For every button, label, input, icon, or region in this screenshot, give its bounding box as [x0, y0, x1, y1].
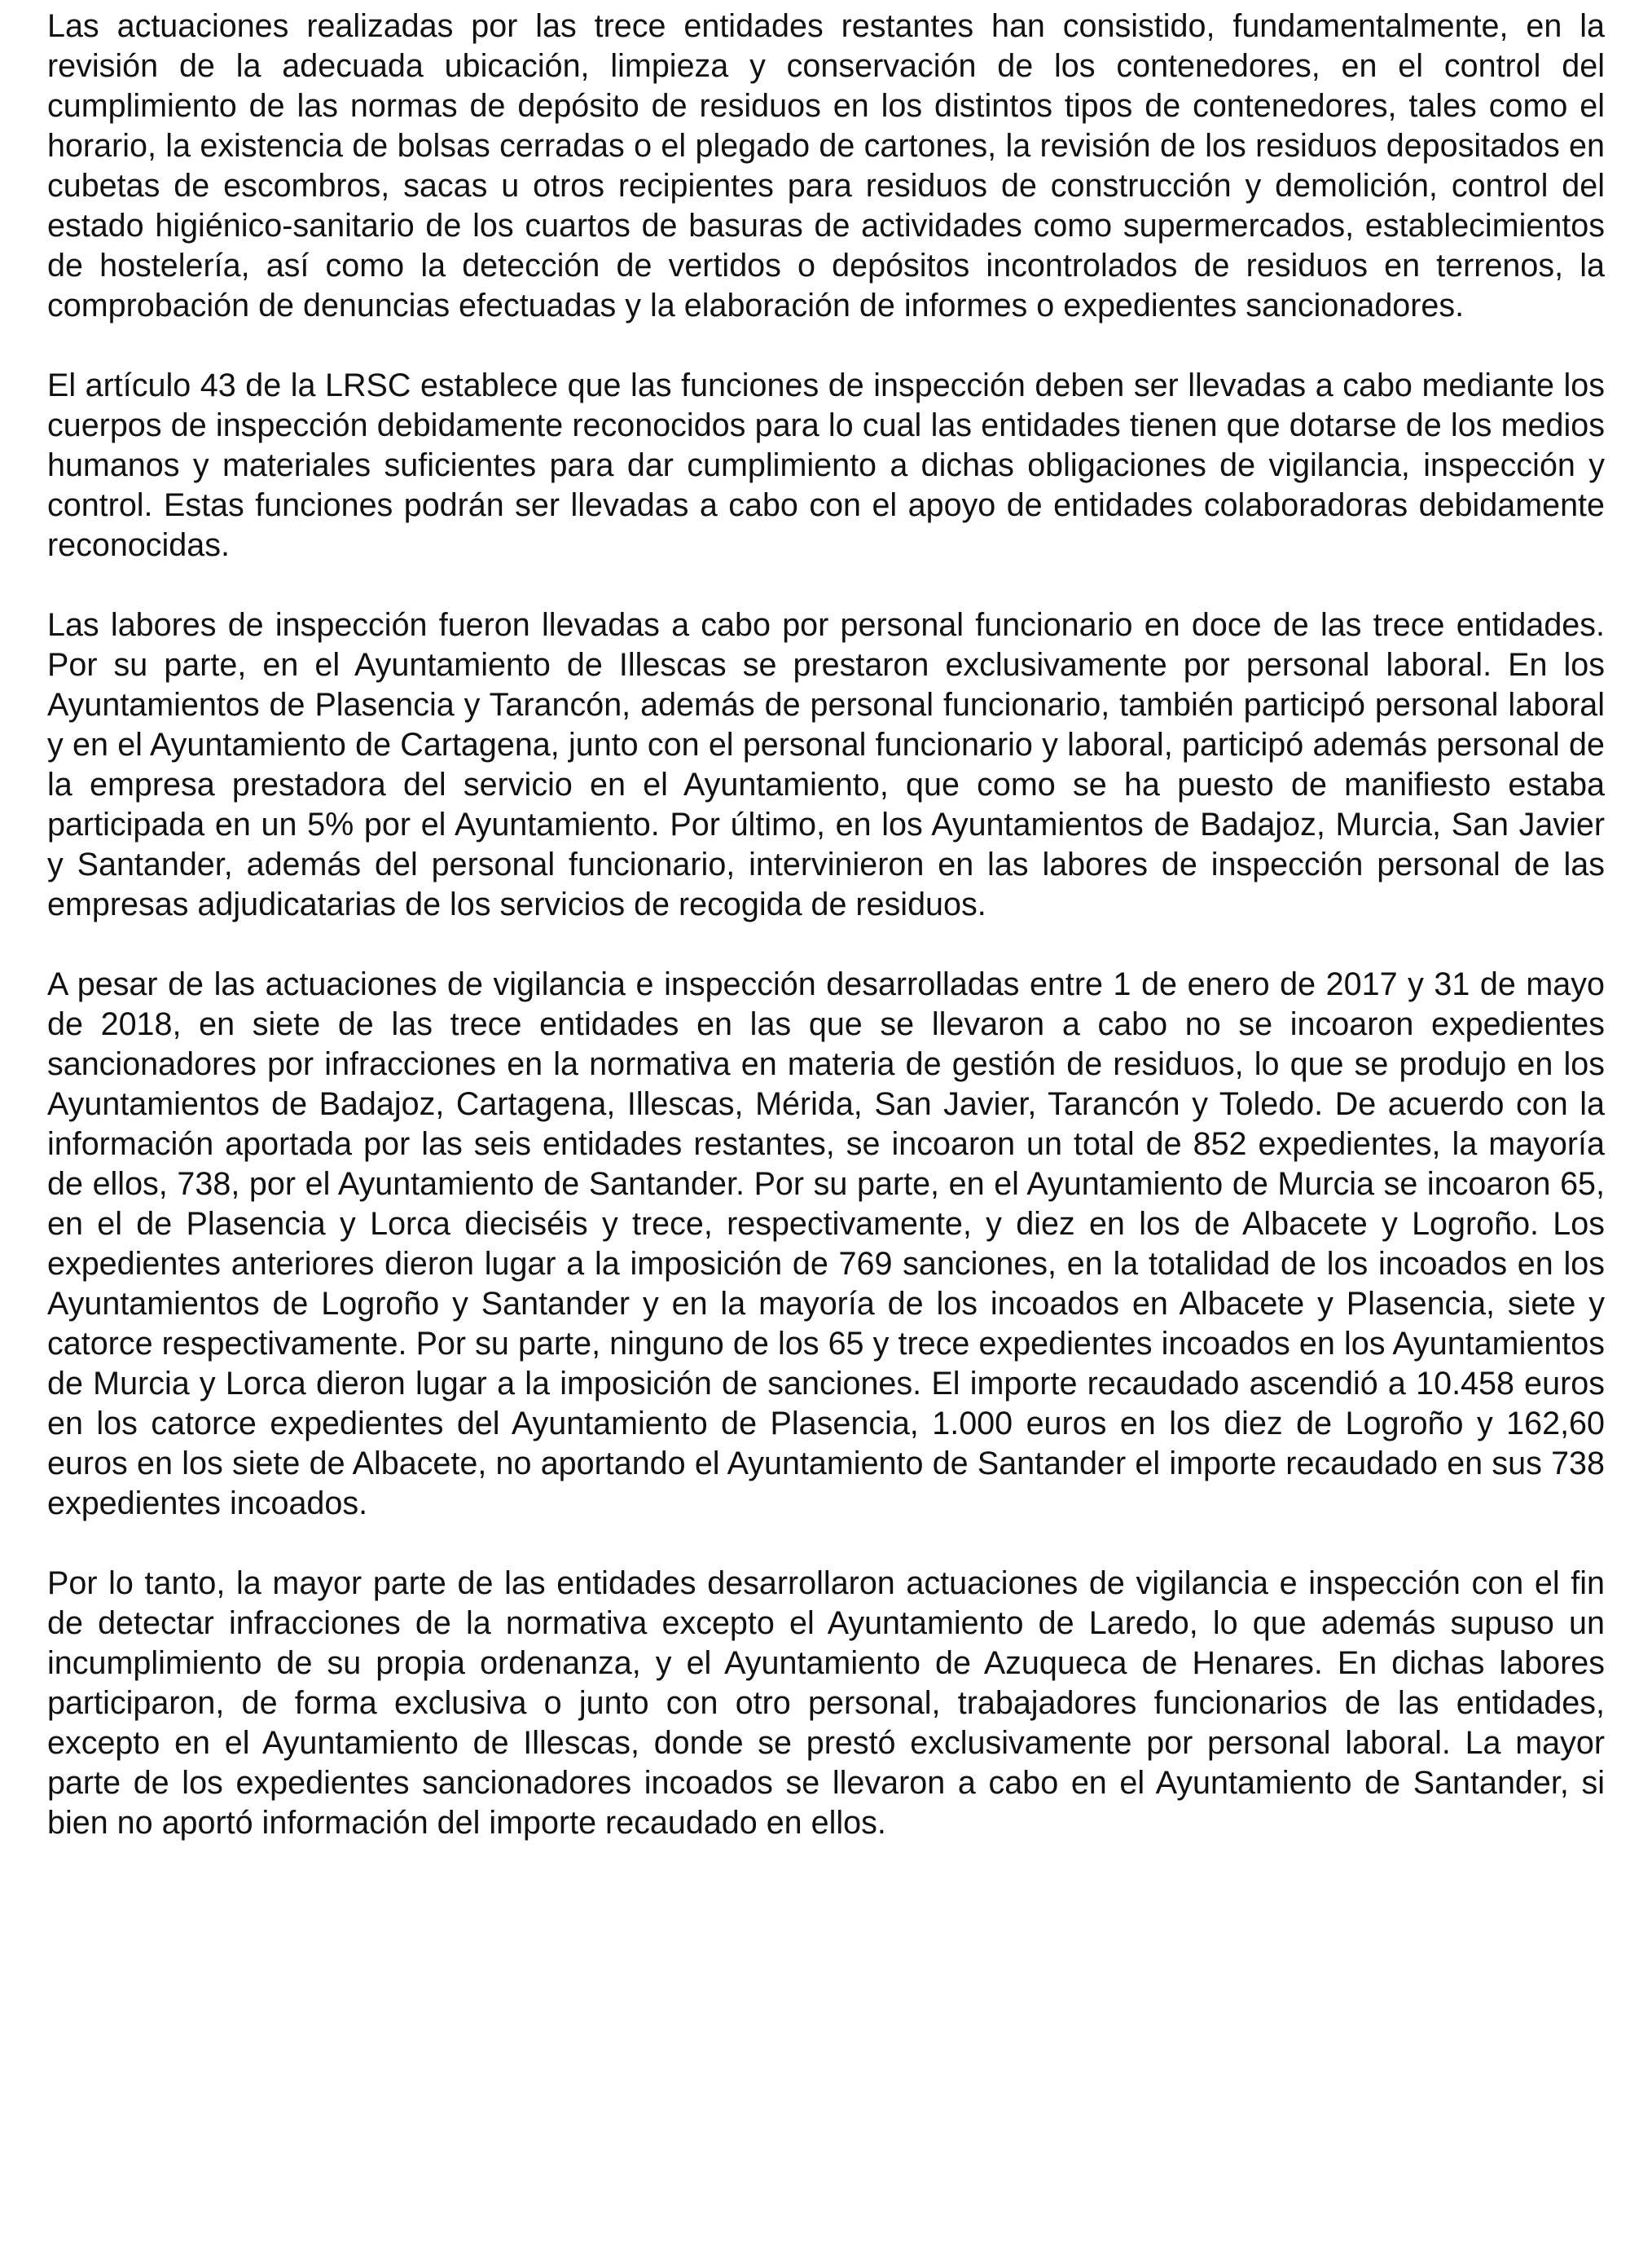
paragraph-inspection-actions: Las actuaciones realizadas por las trece entidades restantes han consistido, fundamentalmente, en la revisión de la adecuada ubicación, limpieza y conservación de los contenedores, en el control del cumplimiento de las normas de depósito de residuos en los distintos tipos de contenedores, tales como el horario, la existencia de bolsas cerradas o el plegado de cartones, la revisión de los residuos depositados en cubetas de escombros, sacas u otros recipientes para residuos de construcción y demolición, control del estado higiénico-sanitario de los cuartos de basuras de actividades como supermercados, establecimientos de hostelería, así como la detección de vertidos o depósitos incontrolados de residuos en terrenos, la comprobación de denuncias efectuadas y la elaboración de informes o expedientes sancionadores.: [47, 8, 1605, 323]
paragraph-inspection-staff: Las labores de inspección fueron llevadas a cabo por personal funcionario en doce de las trece entidades. Por su parte, en el Ayuntamiento de Illescas se prestaron exclusivamente por personal laboral. En los Ayuntamientos de Plasencia y Tarancón, además de personal funcionario, también participó personal laboral y en el Ayuntamiento de Cartagena, junto con el personal funcionario y laboral, participó además personal de la empresa prestadora del servicio en el Ayuntamiento, que como se ha puesto de manifiesto estaba participada en un 5% por el Ayuntamiento. Por último, en los Ayuntamientos de Badajoz, Murcia, San Javier y Santander, además del personal funcionario, intervinieron en las labores de inspección personal de las empresas adjudicatarias de los servicios de recogida de residuos.: [47, 607, 1605, 922]
document-page: [47, 0, 1605, 1883]
paragraph-conclusion: Por lo tanto, la mayor parte de las entidades desarrollaron actuaciones de vigilancia e inspección con el fin de detectar infracciones de la normativa excepto el Ayuntamiento de Laredo, lo que además supuso un incumplimiento de su propia ordenanza, y el Ayuntamiento de Azuqueca de Henares. En dichas labores participaron, de forma exclusiva o junto con otro personal, trabajadores funcionarios de las entidades, excepto en el Ayuntamiento de Illescas, donde se prestó exclusivamente por personal laboral. La mayor parte de los expedientes sancionadores incoados se llevaron a cabo en el Ayuntamiento de Santander, si bien no aportó información del importe recaudado en ellos.: [47, 1565, 1605, 1841]
paragraph-lrsc-article-43: El artículo 43 de la LRSC establece que las funciones de inspección deben ser llevadas a cabo mediante los cuerpos de inspección debidamente reconocidos para lo cual las entidades tienen que dotarse de los medios humanos y materiales suficientes para dar cumplimiento a dichas obligaciones de vigilancia, inspección y control. Estas funciones podrán ser llevadas a cabo con el apoyo de entidades colaboradoras debidamente reconocidas.: [47, 367, 1605, 563]
paragraph-sanction-proceedings: A pesar de las actuaciones de vigilancia e inspección desarrolladas entre 1 de enero de 2017 y 31 de mayo de 2018, en siete de las trece entidades en las que se llevaron a cabo no se incoaron expedientes sancionadores por infracciones en la normativa en materia de gestión de residuos, lo que se produjo en los Ayuntamientos de Badajoz, Cartagena, Illescas, Mérida, San Javier, Tarancón y Toledo. De acuerdo con la información aportada por las seis entidades restantes, se incoaron un total de 852 expedientes, la mayoría de ellos, 738, por el Ayuntamiento de Santander. Por su parte, en el Ayuntamiento de Murcia se incoaron 65, en el de Plasencia y Lorca dieciséis y trece, respectivamente, y diez en los de Albacete y Logroño. Los expedientes anteriores dieron lugar a la imposición de 769 sanciones, en la totalidad de los incoados en los Ayuntamientos de Logroño y Santander y en la mayoría de los incoados en Albacete y Plasencia, siete y catorce respectivamente. Por su parte, ninguno de los 65 y trece expedientes incoados en los Ayuntamientos de Murcia y Lorca dieron lugar a la imposición de sanciones. El importe recaudado ascendió a 10.458 euros en los catorce expedientes del Ayuntamiento de Plasencia, 1.000 euros en los diez de Logroño y 162,60 euros en los siete de Albacete, no aportando el Ayuntamiento de Santander el importe recaudado en sus 738 expedientes incoados.: [47, 966, 1605, 1521]
